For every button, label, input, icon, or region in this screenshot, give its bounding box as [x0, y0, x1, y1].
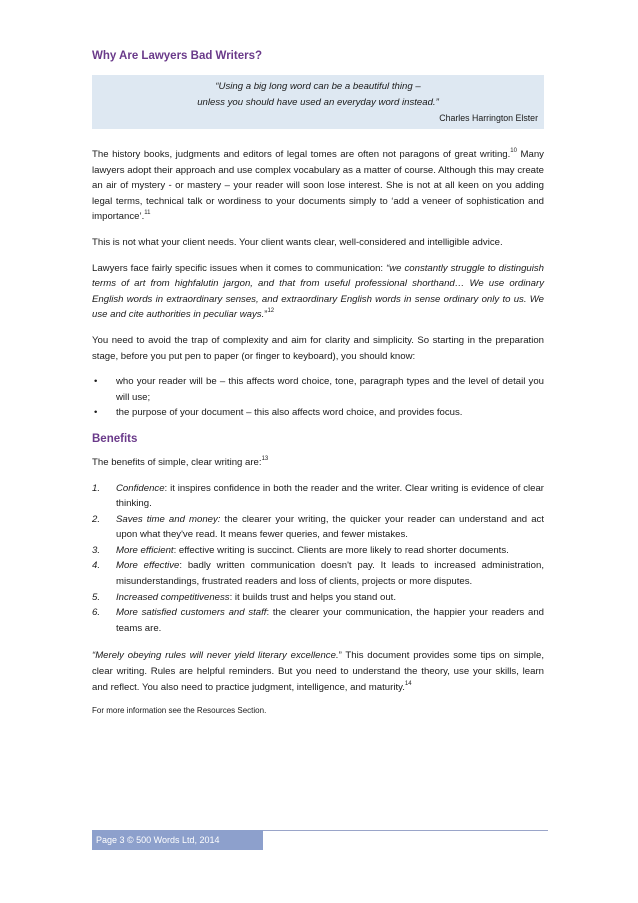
list-item-text: the purpose of your document – this also affects word choice, and provides focus.	[116, 407, 463, 419]
list-item	[92, 405, 544, 421]
paragraph-closing	[92, 648, 544, 695]
list-number: 2.	[92, 513, 101, 525]
footnote-ref-14: 14	[404, 680, 412, 687]
closing-quote: “Merely obeying rules will never yield literary excellence.	[92, 650, 339, 662]
footnote-ref-10: 10	[510, 148, 517, 154]
benefit-text: the clearer your writing, the quicker your reader can understand and act upon what they've read. It means fewer queries, and fewer mistakes.	[116, 513, 544, 541]
list-item	[92, 605, 544, 636]
benefit-label: Saves time and money:	[116, 513, 221, 525]
list-item	[92, 543, 544, 559]
paragraph-issues-quote: “we constantly struggle to distinguish terms of art from highfalutin jargon, and that from useful professional shorthand… We use ordinary English words in extraordinary senses, and extraordinary English words in sense ordinary only to us. We use and cite authorities in peculiar ways.	[92, 262, 545, 321]
benefit-text: : it builds trust and helps you stand out.	[229, 591, 396, 603]
list-item	[92, 590, 544, 606]
list-number: 5.	[92, 591, 101, 603]
more-info-note: For more information see the Resources Section.	[92, 706, 267, 716]
paragraph-history	[92, 147, 544, 225]
footnote-ref-12: 12	[267, 308, 275, 315]
benefit-label: More effective	[116, 560, 180, 572]
paragraph-issues-text: Lawyers face fairly specific issues when it comes to communication:	[92, 262, 387, 274]
paragraph-specific-issues	[92, 261, 544, 323]
paragraph-issues-end: ”	[264, 309, 268, 321]
paragraph-avoid-complexity: You need to avoid the trap of complexity and aim for clarity and simplicity. So starting in the preparation stage, before you put pen to paper (or finger to keyboard), you should know:	[92, 334, 544, 362]
epigraph-box	[92, 75, 544, 129]
benefits-intro-text: The benefits of simple, clear writing are:	[92, 456, 262, 468]
bullet-icon: •	[94, 376, 98, 388]
paragraph-history-text-b: Many lawyers adopt their approach and use complex vocabulary as a matter of course. Although this may create an air of mystery - or mastery – your reader will soon lose interest. She is not at all keen on you adding legal terms, technical talk or wordiness to your documents simply to ‘add a veneer of sophistication and importance’.	[92, 149, 544, 223]
epigraph-author: Charles Harrington Elster	[439, 113, 538, 123]
closing-text: ” This document provides some tips on simple, clear writing. Rules are helpful reminders. But you need to understand the theory, use your skills, learn and reflect. You also need to practice judgment, intelligence, and maturity.	[92, 650, 544, 693]
page-title: Why Are Lawyers Bad Writers?	[92, 50, 262, 62]
benefit-text: : it inspires confidence in both the reader and the writer. Clear writing is evidence of clear thinking.	[116, 482, 544, 510]
list-number: 1.	[92, 482, 101, 494]
list-item	[92, 512, 544, 543]
benefit-text: : the clearer your communication, the happier your readers and teams are.	[116, 607, 544, 634]
footer-page-label: Page 3 © 500 Words Ltd, 2014	[96, 835, 220, 845]
benefit-text: : effective writing is succinct. Clients are more likely to read shorter documents.	[173, 544, 509, 556]
list-item	[92, 481, 544, 512]
benefits-heading: Benefits	[92, 432, 138, 445]
benefit-label: Increased competitiveness	[116, 591, 230, 603]
benefits-intro	[92, 455, 544, 471]
list-item	[92, 374, 544, 405]
epigraph-line-1: “Using a big long word can be a beautiful thing –	[215, 81, 421, 92]
footnote-ref-11: 11	[144, 210, 151, 217]
footnote-ref-13: 13	[261, 455, 269, 462]
page-content	[92, 50, 544, 727]
benefit-label: More efficient	[116, 544, 174, 556]
benefit-text: : badly written communication doesn't pay. It leads to increased administration, misunderstandings, frustrated readers and loss of clients, projects or more disputes.	[116, 560, 544, 588]
paragraph-client-needs: This is not what your client needs. Your client wants clear, well-considered and intelligible advice.	[92, 236, 503, 248]
epigraph-line-2: unless you should have used an everyday word instead.”	[197, 97, 439, 108]
list-item	[92, 558, 544, 589]
benefit-label: Confidence	[116, 482, 165, 494]
list-number: 4.	[92, 560, 101, 572]
list-item-text: who your reader will be – this affects word choice, tone, paragraph types and the level of detail you will use;	[116, 376, 544, 403]
benefits-list	[92, 481, 544, 637]
paragraph-history-text-a: The history books, judgments and editors of legal tomes are often not paragons of great writing.	[92, 149, 511, 160]
benefit-label: More satisfied customers and staff	[116, 607, 267, 619]
list-number: 6.	[92, 607, 101, 619]
bullet-icon: •	[94, 407, 98, 419]
bullet-list	[92, 374, 544, 421]
list-number: 3.	[92, 544, 101, 556]
